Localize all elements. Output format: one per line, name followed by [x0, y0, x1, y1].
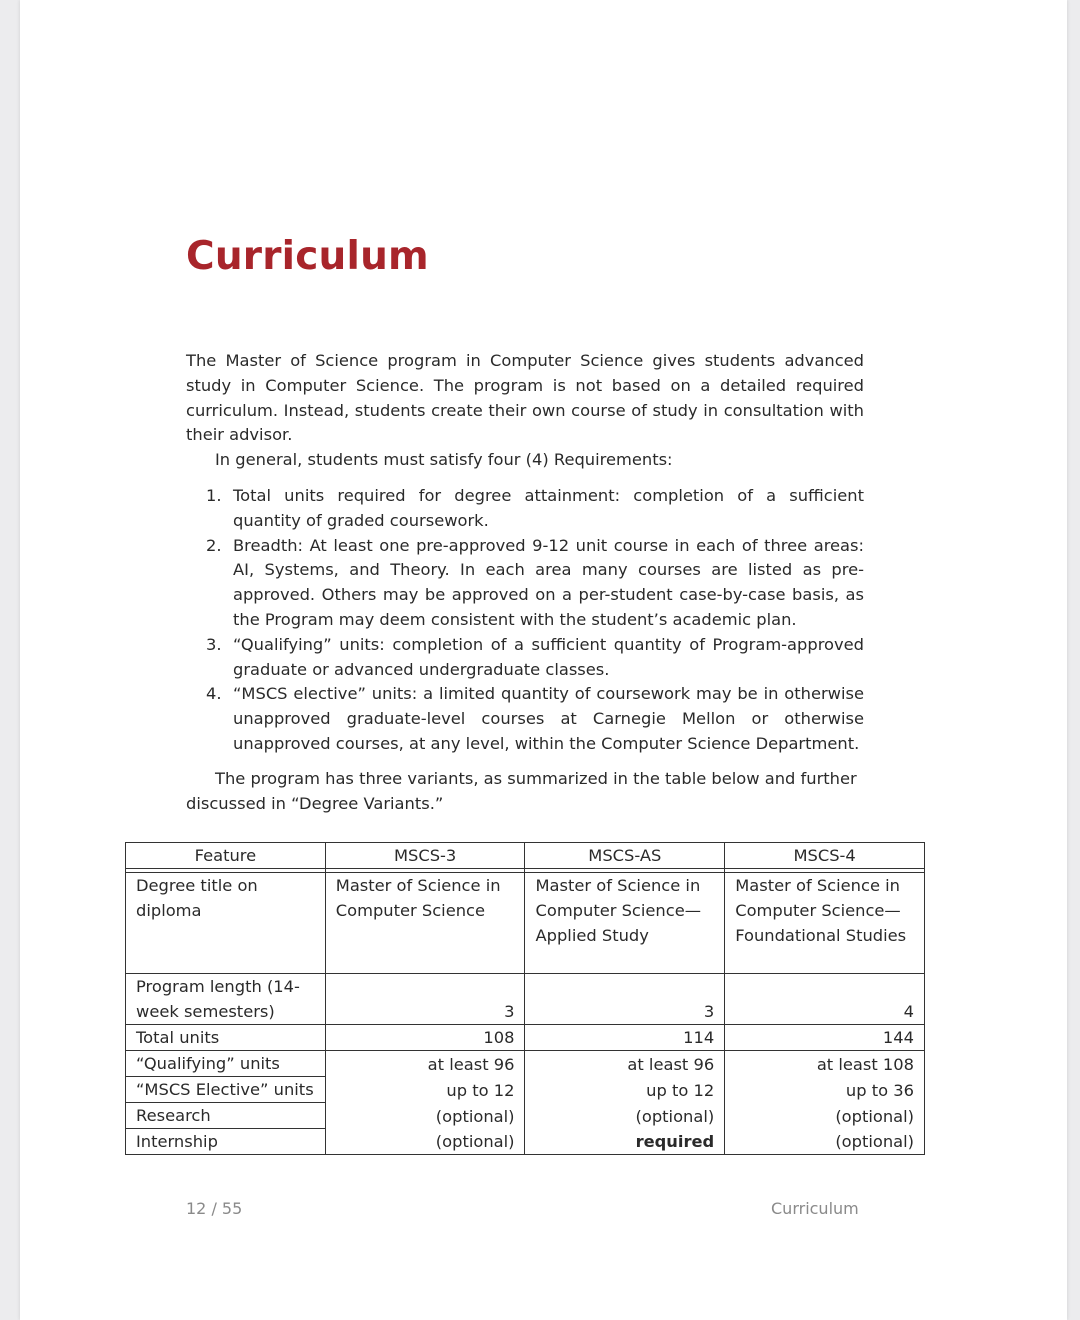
requirement-number: 2.: [206, 535, 222, 555]
cell-value: 114: [525, 1025, 725, 1051]
table-row: [126, 1051, 925, 1077]
row-label: Total units: [126, 1025, 326, 1051]
requirement-text: “MSCS elective” units: a limited quantity of coursework may be in otherwise unapproved graduate-level courses at Carnegie Mellon or otherwise unapproved courses, at any level, within the Computer Science Department.: [233, 684, 864, 753]
row-label: “MSCS Elective” units: [126, 1077, 326, 1103]
table-row: [126, 974, 925, 1025]
table-row: [126, 873, 925, 974]
requirement-item: [206, 682, 864, 756]
header-mscs-3: MSCS-3: [325, 843, 525, 869]
cell-value: up to 12: [325, 1077, 525, 1103]
intro-paragraph: The Master of Science program in Computer Science gives students advanced study in Computer Science. The program is not based on a detailed required curriculum. Instead, students create their own course of study in consultation with their advisor.: [186, 351, 864, 445]
outro-section: [186, 767, 864, 817]
cell-value: at least 96: [525, 1051, 725, 1077]
cell-value: 3: [325, 974, 525, 1025]
requirement-item: [206, 633, 864, 683]
header-mscs-4: MSCS-4: [725, 843, 925, 869]
cell-value: 3: [525, 974, 725, 1025]
cell-value: up to 36: [725, 1077, 925, 1103]
cell-value: 108: [325, 1025, 525, 1051]
cell-value: at least 108: [725, 1051, 925, 1077]
page-number: 12 / 55: [186, 1199, 243, 1218]
document-page: [20, 0, 1067, 1320]
row-label: Internship: [126, 1129, 326, 1155]
page-title: Curriculum: [186, 234, 429, 279]
row-label: “Qualifying” units: [126, 1051, 326, 1077]
cell-value: at least 96: [325, 1051, 525, 1077]
table-row: [126, 1103, 925, 1129]
row-label: Degree title on diploma: [126, 873, 326, 974]
cell-value: required: [525, 1129, 725, 1155]
row-label: Research: [126, 1103, 326, 1129]
intro-section: [186, 349, 864, 473]
table-row: [126, 1129, 925, 1155]
outro-paragraph: The program has three variants, as summarized in the table below and further discussed in “Degree Variants.”: [186, 769, 857, 813]
cell-value: (optional): [325, 1129, 525, 1155]
requirement-text: Breadth: At least one pre-approved 9-12 unit course in each of three areas: AI, Systems, and Theory. In each area many courses are listed as pre-approved. Others may be approved on a per-student case-by-case basis, as the Program may deem consistent with the student’s academic plan.: [233, 535, 864, 629]
requirements-lead: In general, students must satisfy four (4) Requirements:: [215, 450, 673, 470]
requirement-item: [206, 484, 864, 534]
cell-value: 4: [725, 974, 925, 1025]
table-row: [126, 1025, 925, 1051]
cell-value: (optional): [725, 1103, 925, 1129]
cell-value: Master of Science in Computer Science— Applied Study: [525, 873, 725, 974]
requirement-text: Total units required for degree attainment: completion of a sufficient quantity of graded coursework.: [233, 486, 864, 530]
cell-value: (optional): [725, 1129, 925, 1155]
requirement-number: 1.: [206, 486, 222, 505]
cell-value: Master of Science in Computer Science: [325, 873, 525, 974]
header-mscs-as: MSCS-AS: [525, 843, 725, 869]
cell-value: (optional): [525, 1103, 725, 1129]
row-label: Program length (14-week semesters): [126, 974, 326, 1025]
cell-value: 144: [725, 1025, 925, 1051]
cell-value: (optional): [325, 1103, 525, 1129]
requirement-text: “Qualifying” units: completion of a sufficient quantity of Program-approved graduate or advanced undergraduate classes.: [233, 634, 864, 679]
requirement-number: 3.: [206, 634, 222, 654]
cell-value: up to 12: [525, 1077, 725, 1103]
requirement-number: 4.: [206, 684, 222, 704]
degree-variants-table: [125, 842, 925, 1155]
requirements-list: [206, 484, 864, 757]
requirement-item: [206, 534, 864, 633]
table-row: [126, 1077, 925, 1103]
header-feature: Feature: [126, 843, 326, 869]
cell-value: Master of Science in Computer Science— Foundational Studies: [725, 873, 925, 974]
table-header-row: [126, 843, 925, 869]
running-footer-section: Curriculum: [771, 1199, 859, 1218]
